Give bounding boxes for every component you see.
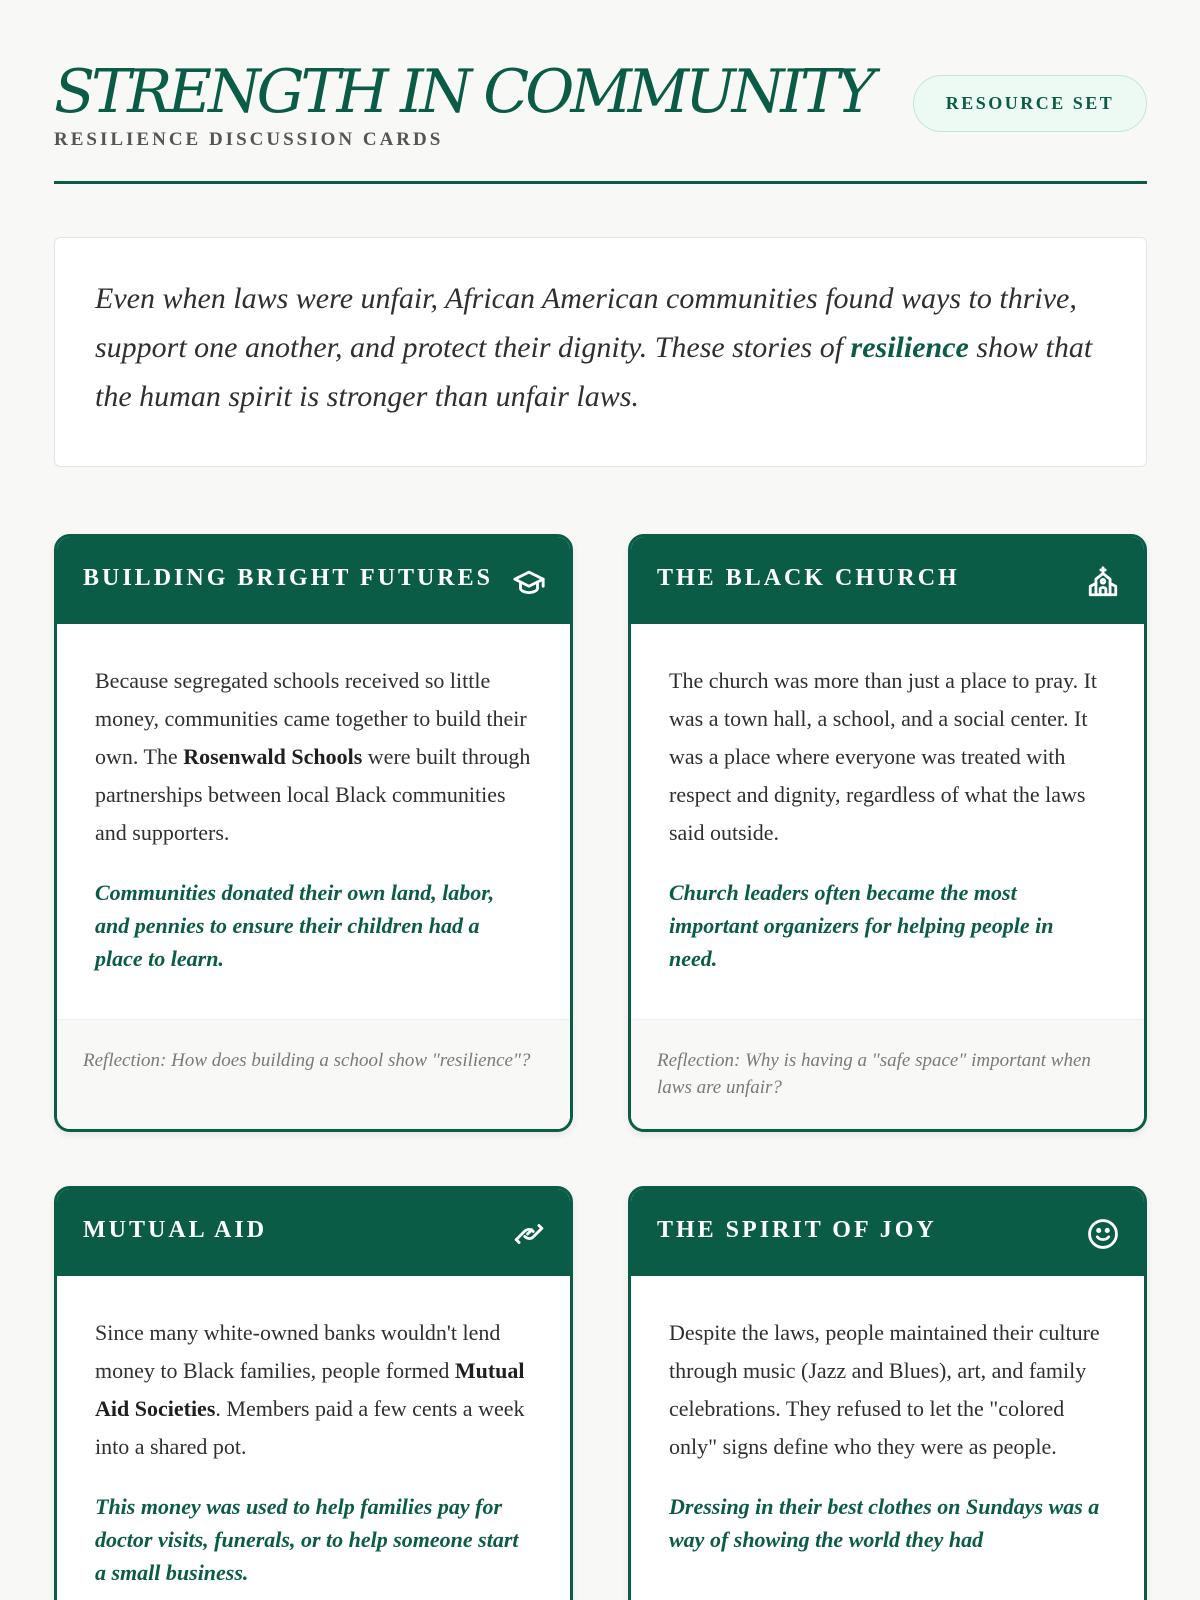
page-header xyxy=(54,0,1147,184)
card-body xyxy=(57,624,570,975)
discussion-card xyxy=(54,534,573,1132)
page xyxy=(54,0,1147,1585)
page-title: STRENGTH IN COMMUNITY xyxy=(54,57,872,127)
intro-box xyxy=(54,237,1147,467)
intro-text-end: show that the human spirit is stronger than unfair laws. xyxy=(95,331,1093,413)
intro-text-start: Even when laws were unfair, African American communities found ways to thrive, support one another, and protect their dignity. These stories of xyxy=(95,282,1077,364)
card-text xyxy=(95,1314,532,1466)
smile-icon xyxy=(1086,1217,1120,1251)
card-text-bold: Mutual Aid Societies xyxy=(95,1358,525,1421)
card-reflection: Reflection: Why is having a "safe space" important when laws are unfair? xyxy=(631,1019,1144,1129)
discussion-card xyxy=(54,1186,573,1600)
card-title: BUILDING BRIGHT FUTURES xyxy=(83,565,493,591)
card-highlight: Dressing in their best clothes on Sundays was a way of showing the world they had xyxy=(669,1494,1100,1552)
handshake-icon xyxy=(512,1217,546,1251)
discussion-card xyxy=(628,1186,1147,1600)
card-text-end: were built through partnerships between local Black communities and supporters. xyxy=(95,744,531,845)
card-highlight: This money was used to help families pay for doctor visits, funerals, or to help someone start a small business. xyxy=(95,1494,519,1585)
card-header xyxy=(631,1189,1144,1276)
card-text xyxy=(95,662,532,852)
card-highlight: Communities donated their own land, labor, and pennies to ensure their children had a place to learn. xyxy=(95,880,495,971)
card-header xyxy=(57,537,570,624)
card-text-start: Since many white-owned banks wouldn't lend money to Black families, people formed xyxy=(95,1320,501,1383)
card-text-bold: Rosenwald Schools xyxy=(183,744,363,769)
card-body xyxy=(631,1276,1144,1556)
card-title: THE BLACK CHURCH xyxy=(657,565,960,591)
card-body xyxy=(631,624,1144,975)
card-reflection: Reflection: How does building a school show "resilience"? xyxy=(57,1019,570,1129)
card-body xyxy=(57,1276,570,1589)
graduation-cap-icon xyxy=(512,565,546,599)
card-text xyxy=(669,662,1106,852)
card-text-start: The church was more than just a place to pray. It was a town hall, a school, and a social center. It was a place where everyone was treated with respect and dignity, regardless of what the laws said outside. xyxy=(669,668,1098,845)
card-title: THE SPIRIT OF JOY xyxy=(657,1217,937,1243)
page-subtitle: RESILIENCE DISCUSSION CARDS xyxy=(54,129,444,150)
discussion-card xyxy=(628,534,1147,1132)
card-text-start: Because segregated schools received so little money, communities came together to build their own. The xyxy=(95,668,527,769)
intro-highlight: resilience xyxy=(850,331,969,364)
card-text xyxy=(669,1314,1106,1466)
card-title: MUTUAL AID xyxy=(83,1217,268,1243)
card-text-end: . Members paid a few cents a week into a shared pot. xyxy=(95,1396,525,1459)
card-highlight: Church leaders often became the most important organizers for helping people in need. xyxy=(669,880,1054,971)
card-header xyxy=(631,537,1144,624)
card-header xyxy=(57,1189,570,1276)
card-text-start: Despite the laws, people maintained their culture through music (Jazz and Blues), art, and family celebrations. They refused to let the "colored only" signs define who they were as people. xyxy=(669,1320,1100,1459)
church-icon xyxy=(1086,565,1120,599)
resource-set-badge: RESOURCE SET xyxy=(913,75,1147,132)
